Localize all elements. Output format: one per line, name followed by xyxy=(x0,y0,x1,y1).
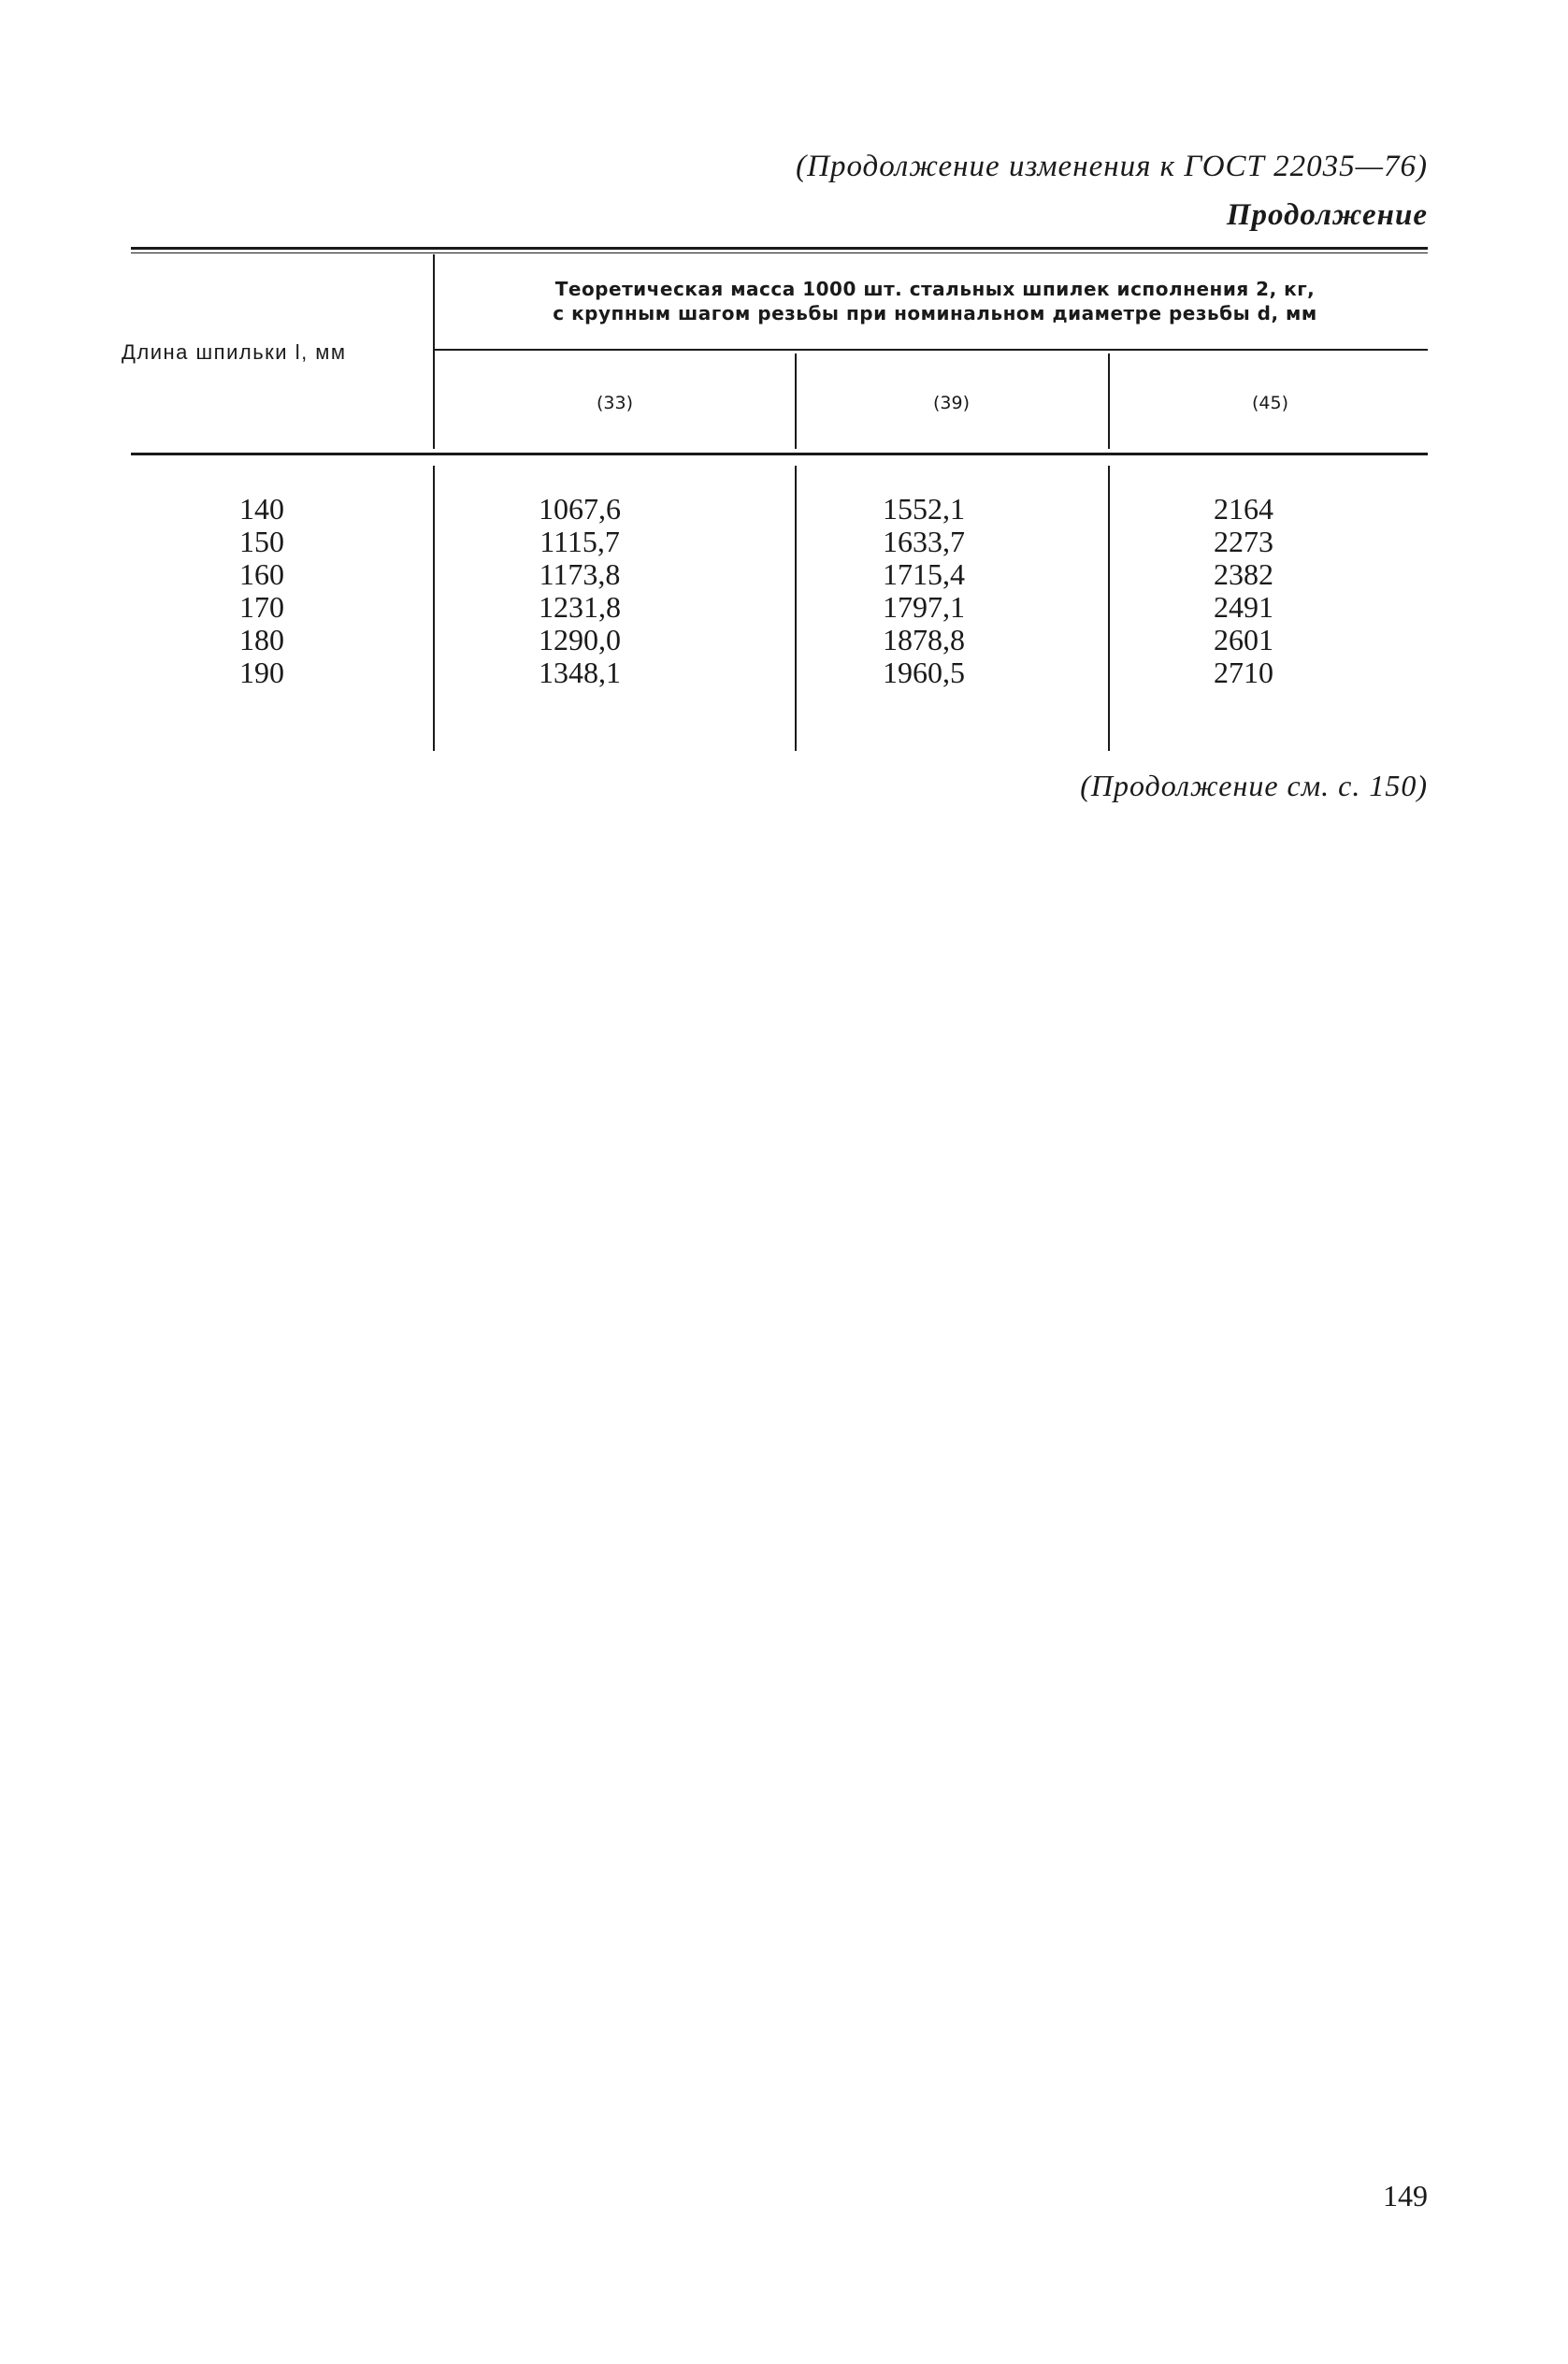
table-cell: 2382 xyxy=(1214,557,1273,591)
length-column xyxy=(168,493,355,689)
table-cell: 1067,6 xyxy=(539,492,621,526)
table-cell: 1290,0 xyxy=(539,623,621,656)
continuation-note: (Продолжение см. с. 150) xyxy=(1080,769,1428,802)
table-cell: 1348,1 xyxy=(539,656,621,689)
continuation-label: Продолжение xyxy=(1226,198,1428,232)
table-cell: 1878,8 xyxy=(883,623,965,656)
table-cell: 190 xyxy=(239,656,284,689)
mass-33-column xyxy=(486,493,673,689)
table-cell: 2164 xyxy=(1214,492,1273,526)
diameter-header-39: (39) xyxy=(932,393,970,413)
table-cell: 1715,4 xyxy=(883,557,965,591)
header-divider-39-45 xyxy=(1108,353,1110,449)
table-top-rule-thin xyxy=(131,252,1428,253)
table-cell: 1633,7 xyxy=(883,525,965,558)
body-divider-33-39 xyxy=(795,466,797,751)
running-header: (Продолжение изменения к ГОСТ 22035—76) xyxy=(796,150,1428,183)
table-cell: 1552,1 xyxy=(883,492,965,526)
table-top-rule xyxy=(131,247,1428,250)
mass-column-header xyxy=(439,277,1431,325)
length-column-header: Длина шпильки l, мм xyxy=(122,340,347,364)
table-cell: 2601 xyxy=(1214,623,1273,656)
table-cell: 1231,8 xyxy=(539,590,621,624)
table-cell: 160 xyxy=(239,557,284,591)
table-cell: 2491 xyxy=(1214,590,1273,624)
table-cell: 1960,5 xyxy=(883,656,965,689)
page-number: 149 xyxy=(1383,2179,1428,2213)
table-cell: 1797,1 xyxy=(883,590,965,624)
table-cell: 150 xyxy=(239,525,284,558)
table-cell: 2710 xyxy=(1214,656,1273,689)
header-divider-33-39 xyxy=(795,353,797,449)
table-cell: 170 xyxy=(239,590,284,624)
mass-39-column xyxy=(830,493,1017,689)
body-divider-length xyxy=(433,466,435,751)
body-divider-39-45 xyxy=(1108,466,1110,751)
subheader-rule xyxy=(433,349,1428,351)
mass-45-column xyxy=(1150,493,1337,689)
mass-header-line1: Теоретическая масса 1000 шт. стальных шпилек исполнения 2, кг, xyxy=(554,278,1316,300)
diameter-header-33: (33) xyxy=(596,393,633,413)
mass-header-line2: с крупным шагом резьбы при номинальном диаметре резьбы d, мм xyxy=(553,302,1317,324)
table-cell: 140 xyxy=(239,492,284,526)
header-bottom-rule xyxy=(131,453,1428,455)
table-cell: 1115,7 xyxy=(539,525,620,558)
table-cell: 2273 xyxy=(1214,525,1273,558)
diameter-header-45: (45) xyxy=(1251,393,1288,413)
table-cell: 180 xyxy=(239,623,284,656)
table-cell: 1173,8 xyxy=(539,557,621,591)
